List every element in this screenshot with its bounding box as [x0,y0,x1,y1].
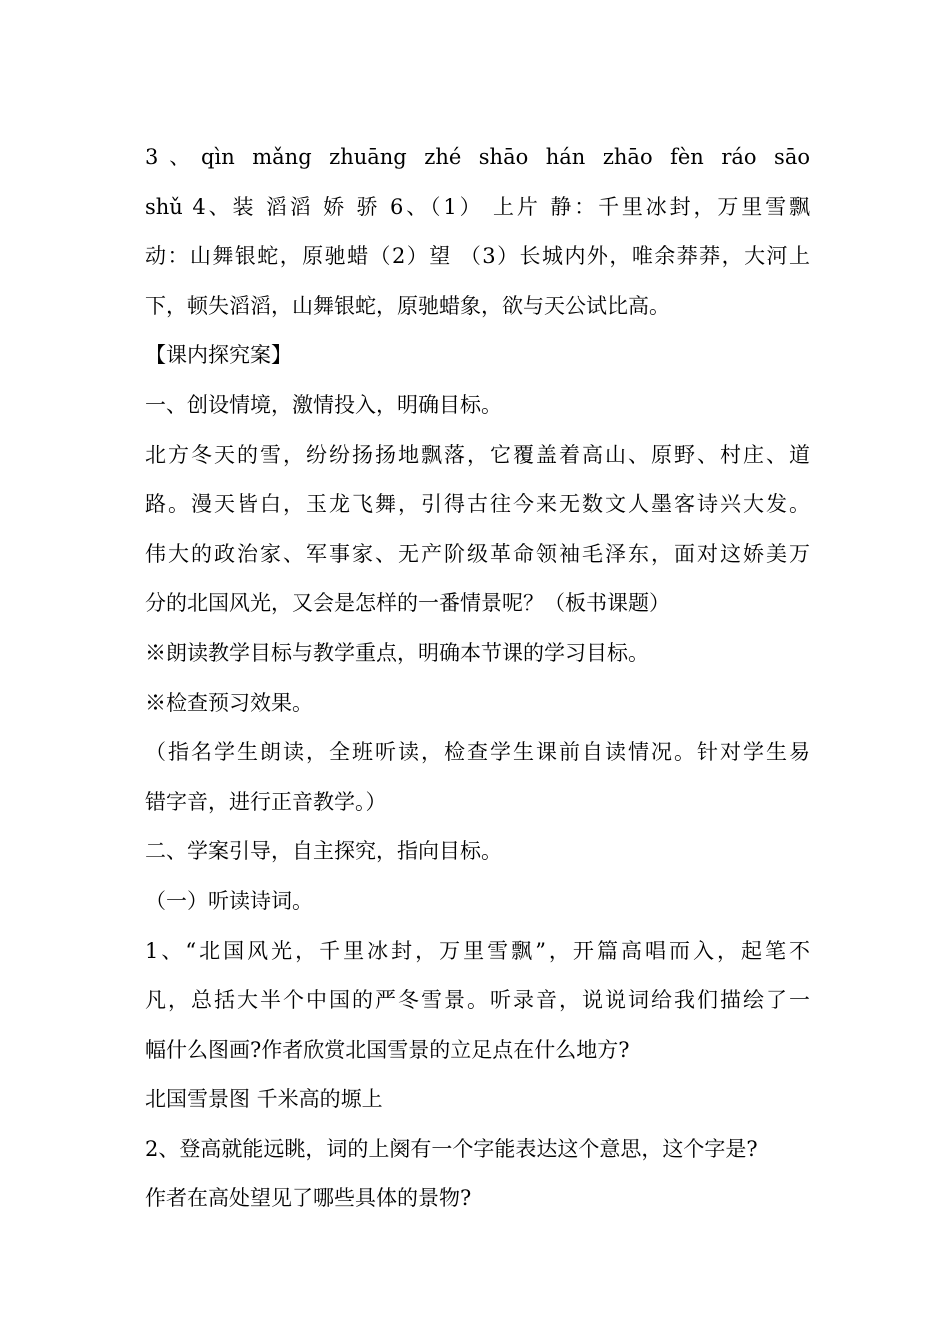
pinyin-answer-line: 3、qìn mǎng zhuāng zhé shāo hán zhāo fèn ráo sāo [145,145,810,169]
document-body [145,133,810,1224]
question-line: 幅什么图画?作者欣赏北国雪景的立足点在什么地方? [145,1037,630,1062]
sub-heading: （一）听读诗词。 [145,888,313,913]
question-line: 作者在高处望见了哪些具体的景物? [145,1186,472,1211]
answer-line: 下，顿失滔滔，山舞银蛇，原驰蜡象，欲与天公试比高。 [145,293,670,318]
step-heading: 二、学案引导，自主探究，指向目标。 [145,839,502,864]
section-heading: 【课内探究案】 [145,343,292,368]
paragraph-line: 路。漫天皆白，玉龙飞舞，引得古往今来无数文人墨客诗兴大发。 [145,492,810,517]
note-line: ※朗读教学目标与教学重点，明确本节课的学习目标。 [145,640,649,665]
paragraph-line: 错字音，进行正音教学。） [145,789,387,814]
note-line: ※检查预习效果。 [145,690,313,715]
answer-line: 动：山舞银蛇，原驰蜡（2）望 （3）长城内外，唯余莽莽，大河上 [145,244,810,269]
paragraph-line: （指名学生朗读，全班听读，检查学生课前自读情况。针对学生易 [145,740,810,765]
paragraph-line: 北方冬天的雪，纷纷扬扬地飘落，它覆盖着高山、原野、村庄、道 [145,442,810,467]
question-line: 2、登高就能远眺，词的上阕有一个字能表达这个意思，这个字是? [145,1136,758,1161]
question-line: 1、“北国风光，千里冰封，万里雪飘”，开篇高唱而入，起笔不 [145,938,810,963]
answer-line: shǔ 4、装 滔滔 娇 骄 6、（1） 上片 静：千里冰封，万里雪飘 [145,194,810,219]
paragraph-line: 伟大的政治家、军事家、无产阶级革命领袖毛泽东，面对这娇美万 [145,541,810,566]
step-heading: 一、创设情境，激情投入，明确目标。 [145,392,502,417]
answer-line: 北国雪景图 千米高的塬上 [145,1087,383,1112]
question-line: 凡，总括大半个中国的严冬雪景。听录音，说说词给我们描绘了一 [145,988,810,1013]
paragraph-line: 分的北国风光，又会是怎样的一番情景呢？（板书课题） [145,591,670,616]
